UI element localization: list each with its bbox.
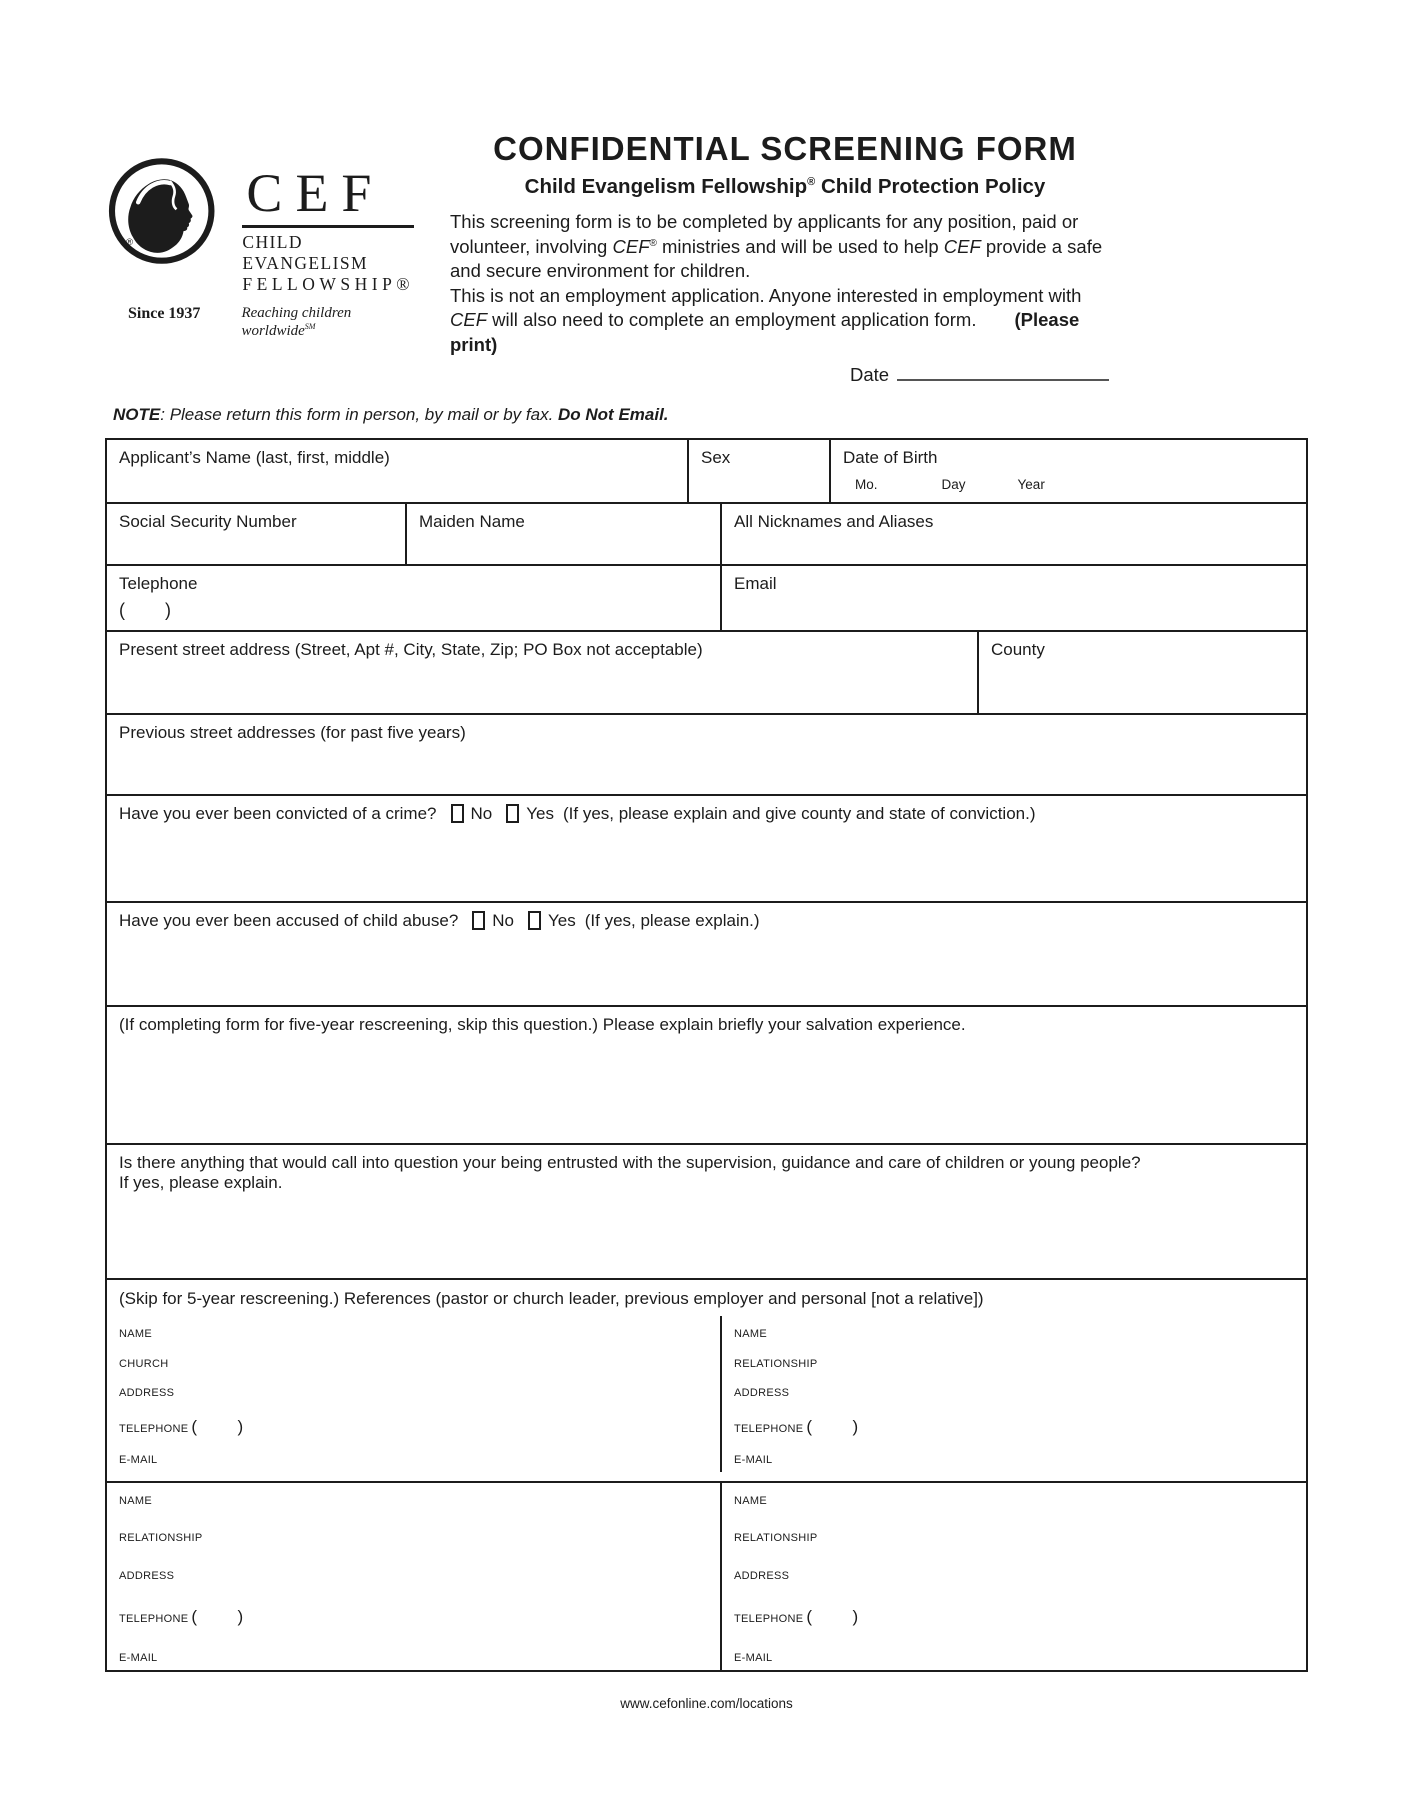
ref1-address-label: ADDRESS [119,1387,175,1399]
reference-block-2 [720,1316,1306,1472]
ref1-church-label: CHURCH [119,1357,169,1370]
abuse-yes-label: Yes [548,911,576,930]
row-references-top [107,1278,1306,1481]
telephone-parens: ( ) [119,600,171,620]
ref2-telephone-label: TELEPHONE ( ) [734,1416,859,1436]
abuse-no-label: No [492,911,515,930]
ref4-telephone-label: TELEPHONE ( ) [734,1606,859,1626]
ref1-email-label: E-MAIL [119,1454,158,1466]
footer-url: www.cefonline.com/locations [620,1696,793,1711]
crime-question-suffix: (If yes, please explain and give county and state of conviction.) [562,804,1036,823]
dob-month-label: Mo. [855,477,878,492]
ref1-name-label: NAME [119,1328,152,1340]
sex-cell: Sex [687,440,829,502]
row-crime-question [107,794,1306,901]
date-of-birth-cell: Date of Birth Mo. Day Year [829,440,1306,502]
previous-addresses-cell: Previous street addresses (for past five years) [119,723,466,742]
row-name-sex-dob [107,440,1306,502]
ref1-telephone-label: TELEPHONE ( ) [119,1416,244,1436]
ref3-relationship-label: RELATIONSHIP [119,1532,203,1545]
logo-tagline: Reaching children worldwide℠ [241,305,352,339]
logo-org-line2: FELLOWSHIP® [242,274,415,294]
reference-block-1 [107,1316,720,1472]
please-print-label: (Please print) [450,309,1080,355]
ref3-email-label: E-MAIL [119,1652,158,1664]
email-cell: Email [720,566,1306,630]
reference-block-4 [720,1483,1333,1670]
ref2-relationship-label: RELATIONSHIP [734,1357,818,1370]
ref4-address-label: ADDRESS [734,1569,790,1582]
abuse-question-suffix: (If yes, please explain.) [584,911,760,930]
dob-year-label: Year [1017,477,1045,492]
crime-no-label: No [470,804,493,823]
cef-logo [105,148,415,340]
row-present-address [107,630,1306,713]
date-field[interactable] [897,361,1109,381]
ref3-address-label: ADDRESS [119,1569,175,1582]
ref4-name-label: NAME [734,1495,767,1507]
row-supervision [107,1143,1306,1278]
ref3-telephone-label: TELEPHONE ( ) [119,1606,244,1626]
note-emphasis: Do Not Email. [558,405,669,424]
ref3-name-label: NAME [119,1495,152,1507]
county-cell: County [977,632,1306,713]
form-header [450,130,1120,386]
present-address-cell: Present street address (Street, Apt #, City, State, Zip; PO Box not acceptable) [119,640,703,659]
row-ssn-maiden-nicknames [107,502,1306,564]
nicknames-cell: All Nicknames and Aliases [720,504,1306,564]
dob-sublabels [843,477,1294,492]
row-previous-addresses [107,713,1306,794]
date-label: Date [850,363,890,385]
logo-since: Since 1937 [127,305,201,322]
intro-paragraph: This screening form is to be completed by applicants for any position, paid or volunteer, involving CEF® ministries and will be used to help CEF provide a safe and secure environment for children. This is not an employment application. Anyone interested in employment with CEF will also need to complete an employment application form. (Please print) [450,211,1103,355]
registered-mark: ® [807,176,816,189]
ref4-email-label: E-MAIL [734,1652,773,1664]
maiden-name-cell: Maiden Name [405,504,720,564]
salvation-cell: (If completing form for five-year rescreening, skip this question.) Please explain briefly your salvation experience. [119,1015,966,1034]
crime-question: Have you ever been convicted of a crime? [119,804,437,823]
ref2-email-label: E-MAIL [734,1454,773,1466]
cef-child-silhouette-icon [105,148,218,274]
crime-no-checkbox[interactable] [451,804,464,823]
abuse-yes-checkbox[interactable] [528,911,541,930]
applicant-name-cell: Applicant’s Name (last, first, middle) [119,448,390,467]
supervision-cell: Is there anything that would call into question your being entrusted with the supervision, guidance and care of children or young people? If yes, please explain. [119,1153,1141,1192]
service-mark: SM [304,322,316,331]
reference-block-3 [107,1483,720,1670]
logo-org-line1: CHILD EVANGELISM [242,232,368,273]
page-title: CONFIDENTIAL SCREENING FORM [493,130,1077,167]
return-note: NOTE: Please return this form in person, by mail or by fax. Do Not Email. [113,405,669,424]
ref2-address-label: ADDRESS [734,1387,790,1399]
ref4-relationship-label: RELATIONSHIP [734,1532,818,1545]
references-header: (Skip for 5-year rescreening.) References (pastor or church leader, previous employer and personal [not a relative]) [119,1289,984,1308]
abuse-question-cell [107,903,1306,1005]
row-abuse-question [107,901,1306,1005]
logo-acronym: CEF [246,163,385,223]
dob-day-label: Day [941,477,966,492]
note-label: NOTE [113,405,161,424]
ssn-cell: Social Security Number [119,512,297,531]
registered-mark: ® [649,237,657,249]
telephone-cell: Telephone ( ) [107,566,720,630]
abuse-no-checkbox[interactable] [472,911,485,930]
logo-divider [242,225,414,228]
abuse-question: Have you ever been accused of child abuse? [119,911,459,930]
crime-yes-checkbox[interactable] [506,804,519,823]
page-subtitle: Child Evangelism Fellowship® Child Protection Policy [524,175,1046,198]
ref2-name-label: NAME [734,1328,767,1340]
date-row [450,361,1120,386]
screening-form-table [105,438,1308,1672]
crime-yes-label: Yes [526,804,554,823]
row-salvation [107,1005,1306,1143]
crime-question-cell [107,796,1306,901]
row-telephone-email [107,564,1306,630]
svg-text:®: ® [125,237,134,249]
row-references-bottom [107,1481,1306,1670]
